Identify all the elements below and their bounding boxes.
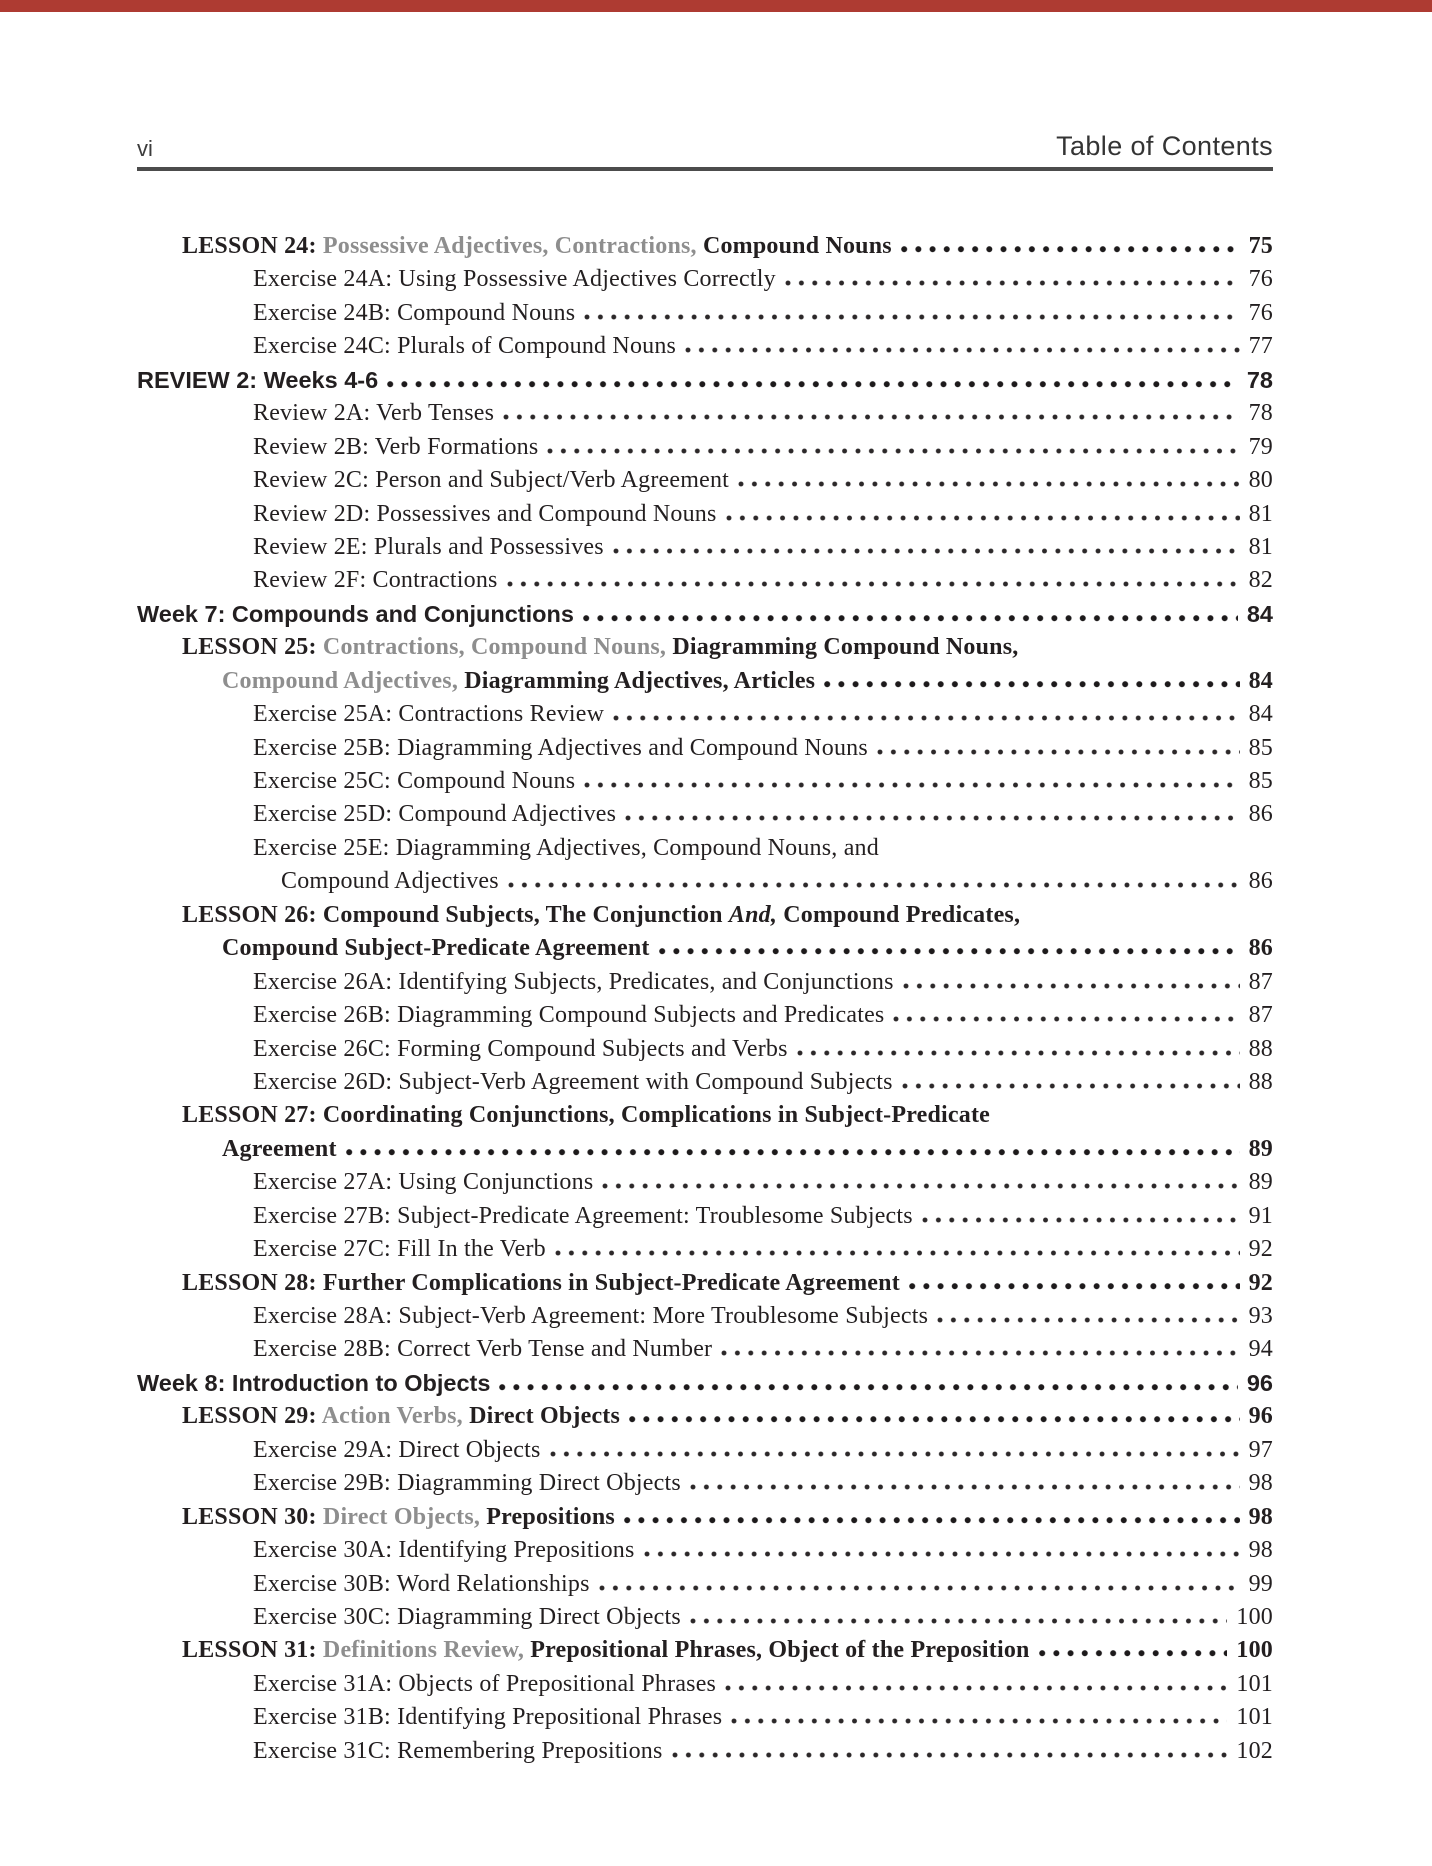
- header-rule: [137, 167, 1273, 171]
- toc-row: [222, 1133, 1273, 1166]
- toc-row: [182, 899, 1273, 932]
- toc-entry-segment: Exercise 28A: Subject-Verb Agreement: More Troublesome Subjects: [253, 1303, 929, 1329]
- toc-row: [253, 1333, 1273, 1366]
- toc-entry-text: [253, 966, 894, 999]
- toc-entry-segment: Exercise 25D: Compound Adjectives: [253, 801, 617, 828]
- toc-entry-segment: Action Verbs,: [321, 1403, 470, 1430]
- page-number: 82: [1248, 567, 1273, 594]
- toc-entry-text: [253, 1668, 716, 1701]
- toc-entry-text: [253, 798, 616, 831]
- toc-entry-segment: Exercise 29A: Direct Objects: [253, 1436, 541, 1463]
- page-number: 96: [1248, 1403, 1273, 1430]
- page-number: 85: [1248, 734, 1273, 761]
- toc-row: [182, 1634, 1273, 1667]
- toc-row: [137, 364, 1273, 397]
- toc-entry-segment: Diagramming Compound Nouns,: [672, 634, 1019, 661]
- toc-entry-segment: REVIEW 2: Weeks 4-6: [137, 366, 379, 393]
- toc-entry-segment: Exercise 25E: Diagramming Adjectives, Compound Nouns, and: [253, 834, 879, 861]
- toc-row: [253, 732, 1273, 765]
- toc-entry-segment: Exercise 31C: Remembering Prepositions: [253, 1737, 663, 1764]
- dot-leader: [659, 948, 1240, 955]
- toc-row: [253, 1233, 1273, 1266]
- toc-entry-segment: Week 7: Compounds and Conjunctions: [137, 600, 574, 627]
- page-number: 81: [1248, 500, 1273, 527]
- toc-entry-text: [253, 1568, 590, 1601]
- toc-entry-segment: Diagramming Adjectives, Articles: [464, 667, 816, 694]
- toc-entry-segment: Exercise 27C: Fill In the Verb: [253, 1236, 546, 1263]
- toc-row: [253, 397, 1273, 430]
- page-number: 91: [1248, 1202, 1273, 1229]
- toc-entry-segment: Review 2A: Verb Tenses: [253, 400, 495, 427]
- toc-entry-text: [253, 464, 729, 497]
- dot-leader: [902, 1083, 1240, 1089]
- top-red-bar: [0, 0, 1432, 12]
- dot-leader: [624, 1517, 1240, 1524]
- toc-row: [253, 1568, 1273, 1601]
- toc-entry-segment: Exercise 25C: Compound Nouns: [253, 768, 576, 794]
- page-title: Table of Contents: [1056, 131, 1273, 161]
- toc-entry-segment: Review 2E: Plurals and Possessives: [253, 533, 604, 560]
- page-number: 100: [1236, 1603, 1273, 1630]
- page-header: [137, 122, 1273, 162]
- toc-entry-text: [182, 1501, 615, 1534]
- page-number: 101: [1236, 1704, 1273, 1731]
- toc-entry-segment: Exercise 31A: Objects of Prepositional Phrases: [253, 1670, 717, 1697]
- toc-entry-text: [253, 297, 575, 330]
- toc-entry-text: [253, 765, 575, 798]
- page-number: 97: [1248, 1436, 1273, 1463]
- toc-entry-segment: Exercise 24C: Plurals of Compound Nouns: [253, 333, 677, 360]
- toc-entry-segment: Compound Adjectives: [281, 868, 499, 895]
- toc-row: [253, 1434, 1273, 1467]
- toc-row: [253, 1200, 1273, 1233]
- toc-entry-segment: Compound Predicates,: [777, 901, 1021, 928]
- page-number: 98: [1248, 1470, 1273, 1497]
- toc-row: [137, 1367, 1273, 1400]
- page-number: 75: [1248, 233, 1273, 259]
- toc-entry-segment: Exercise 29B: Diagramming Direct Objects: [253, 1470, 681, 1497]
- dot-leader: [690, 1484, 1240, 1490]
- dot-leader: [503, 414, 1239, 420]
- dot-leader: [721, 1350, 1239, 1356]
- toc-entry-segment: Review 2F: Contractions: [253, 567, 498, 594]
- page-number: 100: [1236, 1637, 1273, 1664]
- toc-entry-segment: And,: [728, 901, 778, 928]
- toc-entry-segment: Definitions Review,: [322, 1637, 531, 1664]
- toc-row: [253, 999, 1273, 1032]
- toc-entry-segment: LESSON 25:: [182, 634, 323, 661]
- dot-leader: [725, 1685, 1227, 1691]
- toc-row: [253, 297, 1273, 330]
- toc-entry-text: [253, 1066, 893, 1099]
- dot-leader: [937, 1317, 1239, 1323]
- toc-row: [182, 1099, 1273, 1132]
- toc-entry-segment: Compound Subject-Predicate Agreement: [222, 935, 650, 962]
- page-number: 76: [1248, 299, 1273, 326]
- folio-page-number: vi: [137, 136, 153, 161]
- page-number: 98: [1248, 1537, 1273, 1564]
- page-number: 84: [1246, 600, 1273, 627]
- toc-row: [253, 1601, 1273, 1634]
- dot-leader: [824, 681, 1239, 688]
- dot-leader: [387, 381, 1238, 388]
- dot-leader: [797, 1050, 1240, 1056]
- dot-leader: [584, 314, 1239, 320]
- page-number: 99: [1248, 1570, 1273, 1597]
- toc-entry-text: [253, 1300, 928, 1333]
- toc-entry-text: [253, 1233, 546, 1266]
- toc-entry-text: [253, 1534, 635, 1567]
- dot-leader: [672, 1752, 1228, 1758]
- toc-entry-segment: Review 2B: Verb Formations: [253, 433, 539, 460]
- page-number: 86: [1248, 935, 1273, 962]
- page-number: 86: [1248, 868, 1273, 895]
- dot-leader: [584, 782, 1239, 788]
- page-number: 86: [1248, 801, 1273, 828]
- toc-entry-segment: Prepositions: [486, 1503, 615, 1530]
- toc-entry-text: [253, 999, 884, 1032]
- page-number: 84: [1248, 667, 1273, 694]
- page-number: 88: [1248, 1068, 1273, 1095]
- toc-row: [253, 1735, 1273, 1768]
- page-number: 89: [1248, 1135, 1273, 1162]
- toc-entry-text: [182, 899, 1020, 932]
- page-number: 87: [1248, 1002, 1273, 1029]
- toc-entry-text: [137, 364, 378, 397]
- toc-entry-text: [222, 1133, 337, 1166]
- dot-leader: [893, 1016, 1239, 1022]
- toc-entry-segment: Exercise 26D: Subject-Verb Agreement with Compound Subjects: [253, 1068, 893, 1095]
- toc-row: [253, 330, 1273, 363]
- toc-entry-segment: Exercise 31B: Identifying Prepositional Phrases: [253, 1704, 723, 1731]
- toc-entry-segment: LESSON 28: Further Complications in Subject-Predicate Agreement: [182, 1269, 900, 1296]
- toc-entry-text: [182, 631, 1018, 664]
- dot-leader: [731, 1718, 1227, 1724]
- toc-entry-text: [182, 1400, 620, 1433]
- toc-row: [253, 1668, 1273, 1701]
- toc-row: [182, 1400, 1273, 1433]
- toc-entry-segment: Prepositional Phrases, Object of the Preposition: [530, 1637, 1030, 1664]
- toc-row: [222, 932, 1273, 965]
- page-number: 96: [1246, 1369, 1273, 1396]
- toc-entry-segment: LESSON 29:: [182, 1403, 322, 1430]
- toc-entry-text: [253, 1200, 913, 1233]
- toc-entry-segment: Review 2C: Person and Subject/Verb Agreement: [253, 467, 730, 494]
- toc-entry-text: [222, 932, 650, 965]
- toc-entry-text: [137, 598, 574, 631]
- dot-leader: [555, 1250, 1240, 1256]
- toc-entry-text: [253, 498, 717, 531]
- toc-entry-text: [253, 1467, 681, 1500]
- toc-entry-segment: Exercise 26A: Identifying Subjects, Predicates, and Conjunctions: [253, 968, 894, 995]
- toc-list: [137, 230, 1273, 1768]
- toc-entry-segment: LESSON 26: Compound Subjects, The Conjunction: [182, 901, 729, 928]
- toc-row: [253, 1467, 1273, 1500]
- toc-entry-text: [253, 1701, 722, 1734]
- toc-entry-text: [137, 1367, 490, 1400]
- toc-entry-segment: Possessive Adjectives, Contractions,: [322, 233, 703, 259]
- toc-entry-text: [253, 1333, 712, 1366]
- page-number: 81: [1248, 533, 1273, 560]
- toc-entry-segment: Agreement: [222, 1135, 337, 1162]
- dot-leader: [613, 715, 1239, 721]
- toc-entry-text: [253, 1434, 541, 1467]
- toc-entry-segment: Week 8: Introduction to Objects: [137, 1369, 491, 1396]
- page-number: 87: [1248, 968, 1273, 995]
- page-number: 98: [1248, 1503, 1273, 1530]
- toc-entry-text: [253, 732, 868, 765]
- dot-leader: [785, 280, 1240, 286]
- dot-leader: [726, 515, 1240, 521]
- toc-entry-segment: Exercise 30C: Diagramming Direct Objects: [253, 1603, 681, 1630]
- page-number: 84: [1248, 701, 1273, 728]
- dot-leader: [625, 815, 1239, 821]
- toc-entry-segment: Exercise 25A: Contractions Review: [253, 701, 605, 728]
- toc-entry-segment: Review 2D: Possessives and Compound Nouns: [253, 500, 717, 527]
- page-number: 101: [1236, 1670, 1273, 1697]
- page-number: 77: [1248, 333, 1273, 360]
- page-number: 102: [1236, 1737, 1273, 1764]
- toc-row: [253, 1701, 1273, 1734]
- toc-row: [182, 1501, 1273, 1534]
- toc-row: [253, 1534, 1273, 1567]
- toc-entry-segment: Exercise 27B: Subject-Predicate Agreement: Troublesome Subjects: [253, 1202, 913, 1229]
- dot-leader: [629, 1416, 1240, 1423]
- dot-leader: [877, 749, 1240, 755]
- toc-entry-segment: Exercise 25B: Diagramming Adjectives and Compound Nouns: [253, 734, 868, 761]
- toc-row: [253, 1066, 1273, 1099]
- dot-leader: [346, 1149, 1240, 1156]
- toc-row: [253, 1033, 1273, 1066]
- page-number: 92: [1248, 1269, 1273, 1296]
- dot-leader: [909, 1283, 1240, 1290]
- toc-row: [253, 464, 1273, 497]
- toc-row: [222, 665, 1273, 698]
- dot-leader: [507, 581, 1240, 587]
- toc-row: [182, 1267, 1273, 1300]
- dot-leader: [644, 1551, 1240, 1557]
- dot-leader: [690, 1618, 1228, 1624]
- toc-row: [253, 564, 1273, 597]
- dot-leader: [550, 1451, 1240, 1457]
- toc-entry-text: [253, 1735, 663, 1768]
- toc-entry-segment: Direct Objects: [469, 1403, 621, 1430]
- dot-leader: [922, 1217, 1240, 1223]
- toc-row: [253, 1166, 1273, 1199]
- toc-entry-segment: Exercise 26B: Diagramming Compound Subjects and Predicates: [253, 1002, 885, 1029]
- toc-entry-segment: Exercise 28B: Correct Verb Tense and Number: [253, 1336, 713, 1363]
- toc-entry-segment: Exercise 26C: Forming Compound Subjects and Verbs: [253, 1035, 788, 1062]
- toc-row: [182, 631, 1273, 664]
- toc-row: [281, 865, 1273, 898]
- toc-entry-text: [253, 1166, 593, 1199]
- toc-entry-segment: Exercise 30A: Identifying Prepositions: [253, 1537, 635, 1564]
- toc-entry-segment: LESSON 24:: [182, 233, 323, 259]
- toc-entry-text: [253, 330, 676, 363]
- page-number: 85: [1248, 768, 1273, 794]
- toc-entry-text: [182, 1267, 900, 1300]
- toc-entry-segment: LESSON 27: Coordinating Conjunctions, Complications in Subject-Predicate: [182, 1102, 991, 1129]
- toc-entry-segment: Compound Nouns: [702, 233, 892, 259]
- toc-entry-segment: Exercise 27A: Using Conjunctions: [253, 1169, 594, 1196]
- page-number: 80: [1248, 467, 1273, 494]
- toc-entry-text: [253, 832, 879, 865]
- dot-leader: [903, 983, 1240, 989]
- toc-row: [253, 263, 1273, 296]
- dot-leader: [547, 448, 1239, 454]
- toc-row: [253, 832, 1273, 865]
- toc-entry-text: [253, 431, 538, 464]
- toc-entry-segment: Contractions, Compound Nouns,: [322, 634, 673, 661]
- toc-entry-segment: LESSON 31:: [182, 1637, 323, 1664]
- toc-entry-segment: Exercise 30B: Word Relationships: [253, 1570, 590, 1597]
- toc-row: [253, 498, 1273, 531]
- toc-entry-text: [182, 1099, 990, 1132]
- toc-row: [253, 966, 1273, 999]
- dot-leader: [685, 347, 1239, 353]
- toc-entry-segment: Exercise 24B: Compound Nouns: [253, 299, 576, 326]
- toc-entry-text: [253, 531, 604, 564]
- page-number: 78: [1246, 366, 1273, 393]
- page-number: 88: [1248, 1035, 1273, 1062]
- toc-row: [253, 431, 1273, 464]
- dot-leader: [599, 1585, 1240, 1591]
- page-number: 76: [1248, 266, 1273, 293]
- toc-row: [253, 798, 1273, 831]
- toc-row: [253, 765, 1273, 798]
- toc-entry-text: [253, 263, 776, 296]
- toc-entry-text: [253, 397, 494, 430]
- toc-entry-text: [253, 698, 604, 731]
- dot-leader: [901, 246, 1240, 253]
- toc-row: [253, 1300, 1273, 1333]
- dot-leader: [499, 1384, 1237, 1391]
- toc-entry-text: [253, 564, 498, 597]
- page-number: 78: [1248, 400, 1273, 427]
- toc-entry-segment: LESSON 30:: [182, 1503, 323, 1530]
- toc-entry-text: [281, 865, 499, 898]
- dot-leader: [738, 481, 1240, 487]
- dot-leader: [508, 882, 1240, 888]
- toc-row: [253, 531, 1273, 564]
- page-number: 93: [1248, 1303, 1273, 1329]
- toc-row: [253, 698, 1273, 731]
- toc-row: [137, 598, 1273, 631]
- toc-entry-segment: Compound Adjectives,: [222, 667, 465, 694]
- page-number: 79: [1248, 433, 1273, 460]
- toc-entry-text: [182, 230, 892, 263]
- toc-row: [182, 230, 1273, 263]
- page-number: 92: [1248, 1236, 1273, 1263]
- dot-leader: [583, 615, 1238, 622]
- page-number: 89: [1248, 1169, 1273, 1196]
- dot-leader: [602, 1183, 1239, 1189]
- page-number: 94: [1248, 1336, 1273, 1363]
- dot-leader: [1039, 1650, 1228, 1657]
- toc-entry-text: [253, 1033, 788, 1066]
- toc-entry-text: [182, 1634, 1030, 1667]
- toc-entry-segment: Exercise 24A: Using Possessive Adjectives Correctly: [253, 266, 776, 293]
- toc-entry-text: [222, 665, 815, 698]
- toc-entry-text: [253, 1601, 681, 1634]
- dot-leader: [613, 548, 1240, 554]
- toc-entry-segment: Direct Objects,: [322, 1503, 487, 1530]
